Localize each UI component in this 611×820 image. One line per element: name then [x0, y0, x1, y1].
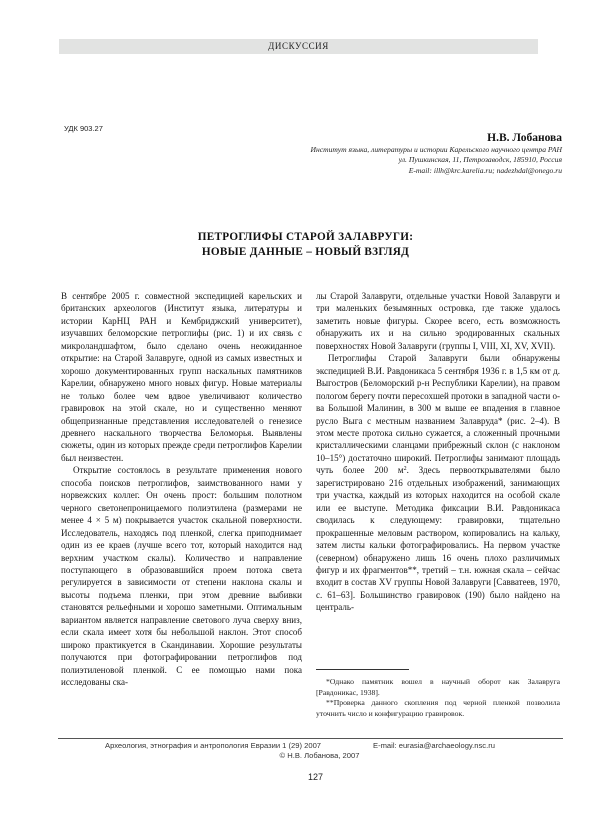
copyright: © Н.В. Лобанова, 2007 — [279, 751, 360, 760]
author-email: E-mail: illh@krc.karelia.ru; nadezhdal@onego.ru — [408, 165, 562, 175]
author-address: ул. Пушкинская, 11, Петрозаводск, 185910, Россия — [398, 155, 562, 165]
author-affiliation: Институт языка, литературы и истории Карельского научного центра РАН — [310, 145, 562, 154]
body-column-left — [61, 290, 302, 689]
author-block — [311, 131, 562, 176]
footer-divider — [58, 738, 563, 739]
journal-email: E-mail: eurasia@archaeology.nsc.ru — [373, 741, 495, 750]
footnote: *Однако памятник вошел в научный оборот как Залавруга [Равдоникас, 1938]. — [316, 677, 560, 697]
footnotes — [316, 677, 560, 719]
article-title — [0, 230, 611, 259]
article-title-line1: ПЕТРОГЛИФЫ СТАРОЙ ЗАЛАВРУГИ: — [197, 231, 414, 243]
article-title-line2: НОВЫЕ ДАННЫЕ – НОВЫЙ ВЗГЛЯД — [201, 245, 410, 258]
paragraph: Открытие состоялось в результате применения нового способа поисков петроглифов, заимствованного нами у норвежских коллег. Он очень прост: большим полотном черного светонепроницаемого полиэтилена (размерами не менее 4 × 5 м) покрывается участок скальной поверхности. Исследователь, находясь под пленкой, слегка приподнимает один из ее краев (лучше всего тот, который находится над верхним участком скалы). Количество и направление поступающего в образовавшийся проем потока света регулируется в зависимости от степени наклона скалы и высоты подъема пленки, при этом древние выбивки становятся рельефными и хорошо заметными. Оптимальным вариантом является направление светового луча сверху вниз, если скала имеет хотя бы небольшой наклон. Этот способ широко практикуется в Скандинавии. Хорошие результаты получаются при фотографировании петроглифов под полиэтиленовой пленкой. С ее помощью нами пока исследованы ска- — [61, 465, 302, 688]
body-column-right — [316, 290, 560, 614]
section-banner: ДИСКУССИЯ — [59, 39, 538, 54]
superscript: 2 — [403, 466, 407, 473]
footnote: **Проверка данного скопления под черной пленкой позволила уточнить число и конфигурацию гравировок. — [316, 698, 560, 718]
paragraph — [316, 352, 560, 614]
paragraph: лы Старой Залавруги, отдельные участки Новой Залавруги и три маленьких безымянных островка, где также удалось заметить новые фигуры. Скорее всего, есть возможность обнаружить их и на сильно эродированных скальных поверхностях Новой Залавруги (группы I, VIII, XI, XV, XVII). — [316, 291, 560, 351]
author-name: Н.В. Лобанова — [487, 132, 562, 144]
paragraph: В сентябре 2005 г. совместной экспедицией карельских и британских археологов (Институт языка, литературы и истории КарНЦ РАН и Кембриджский университет), изучавших беломорские петроглифы (рис. 1) и их связь с микроландшафтом, было сделано очень неожиданное открытие: на Старой Залавруге, одной из самых известных и хорошо документированных групп наскальных памятников Карелии, обнаружено много новых фигур. Новые материалы не только более чем вдвое увеличивают количество гравировок на этой скале, но и существенно меняют общепризнанные представления исследователей о генезисе древнего наскального творчества Беломорья. Выявлены сюжеты, один из которых прежде среди петроглифов Карелии был неизвестен. — [61, 291, 302, 463]
journal-citation: Археология, этнография и антропология Евразии 1 (29) 2007 — [105, 741, 322, 750]
paragraph-text: Петроглифы Старой Залавруги были обнаружены экспедицией В.И. Равдоникаса 5 сентября 1936 г. в 1,5 км от д. Выгостров (Беломорский р-н Республики Карелии), на правом пологом берегу почти пересохшей протоки в западной части о-ва Большой Малинин, в 300 м выше ее впадения в главное русло Выга с местным названием Залавруда* (рис. 2–4). В этом месте протока сильно сужается, а сложенный прочными кристаллическими сланцами прибрежный склон (с наклоном 10–15°) достаточно широкий. Петроглифы занимают площадь чуть более 200 м — [316, 353, 560, 476]
udk-code: УДК 903.27 — [64, 124, 103, 133]
page-number: 127 — [307, 772, 324, 782]
footnote-divider — [316, 669, 409, 670]
paragraph-text: . Здесь первооткрывателями было зарегистрировано 216 отдельных изображений, занимающих три участка, каждый из которых находится на особой скале или ее выступе. Методика фиксации В.И. Равдоникаса сводилась к следующему: гравировки, тщательно прокрашенные меловым раствором, копировались на кальку, затем листы кальки фотографировались. На первом участке (северном) обнаружено лишь 16 очень плохо различимых фигур и их фрагментов**, третий – т.н. южная скала – сейчас входит в состав XV группы Новой Залавруги [Савватеев, 1970, с. 61–63]. Большинство гравировок (190) было найдено на централь- — [316, 465, 560, 613]
